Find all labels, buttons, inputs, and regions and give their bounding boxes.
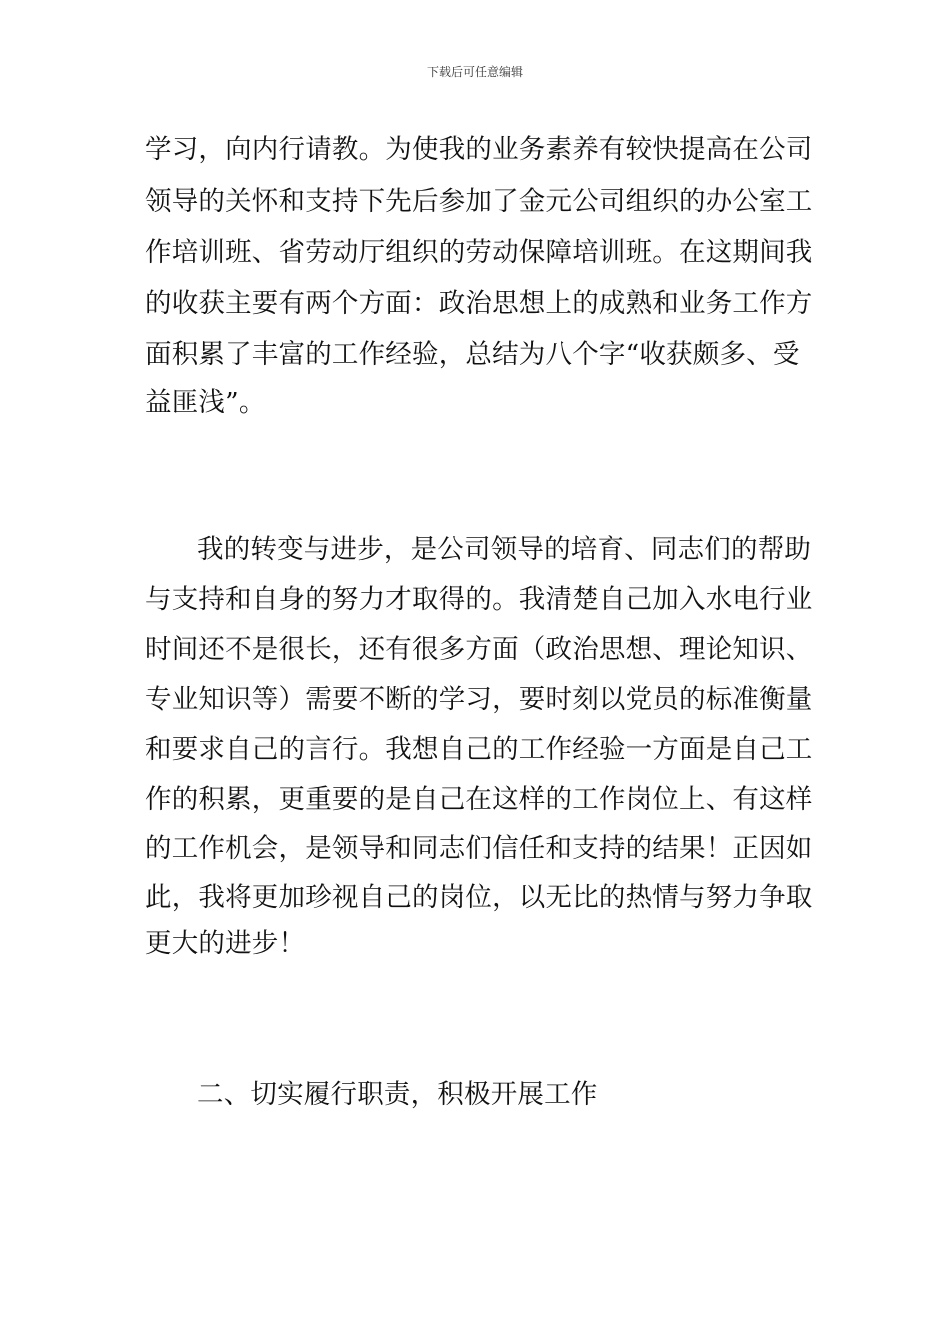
paragraph2-line: 和要求自己的言行。我想自己的工作经验一方面是自己工 <box>145 734 813 765</box>
paragraph2-line: 的工作机会，是领导和同志们信任和支持的结果！正因如 <box>145 833 813 864</box>
paragraph1-line: 学习，向内行请教。为使我的业务素养有较快提高在公司 <box>145 134 813 165</box>
paragraph2-line: 更大的进步！ <box>145 928 306 959</box>
page-header: 下载后可任意编辑 <box>426 65 523 79</box>
paragraph2-line: 我的转变与进步，是公司领导的培育、同志们的帮助 <box>197 534 812 565</box>
paragraph1-line: 领导的关怀和支持下先后参加了金元公司组织的办公室工 <box>145 186 813 217</box>
paragraph2-line: 作的积累，更重要的是自己在这样的工作岗位上、有这样 <box>145 784 813 815</box>
paragraph2-line: 此，我将更加珍视自己的岗位，以无比的热情与努力争取 <box>145 882 813 913</box>
paragraph1-line: 的收获主要有两个方面：政治思想上的成熟和业务工作方 <box>145 288 813 319</box>
paragraph2-line: 专业知识等）需要不断的学习，要时刻以党员的标准衡量 <box>145 684 813 715</box>
section-heading: 二、切实履行职责，积极开展工作 <box>197 1079 598 1110</box>
paragraph1-line: 作培训班、省劳动厅组织的劳动保障培训班。在这期间我 <box>145 237 813 268</box>
paragraph2-line: 时间还不是很长，还有很多方面（政治思想、理论知识、 <box>145 634 813 665</box>
paragraph1-line: 益匪浅”。 <box>145 387 266 418</box>
paragraph2-line: 与支持和自身的努力才取得的。我清楚自己加入水电行业 <box>145 584 813 615</box>
paragraph1-line: 面积累了丰富的工作经验，总结为八个字“收获颇多、受 <box>145 339 800 370</box>
